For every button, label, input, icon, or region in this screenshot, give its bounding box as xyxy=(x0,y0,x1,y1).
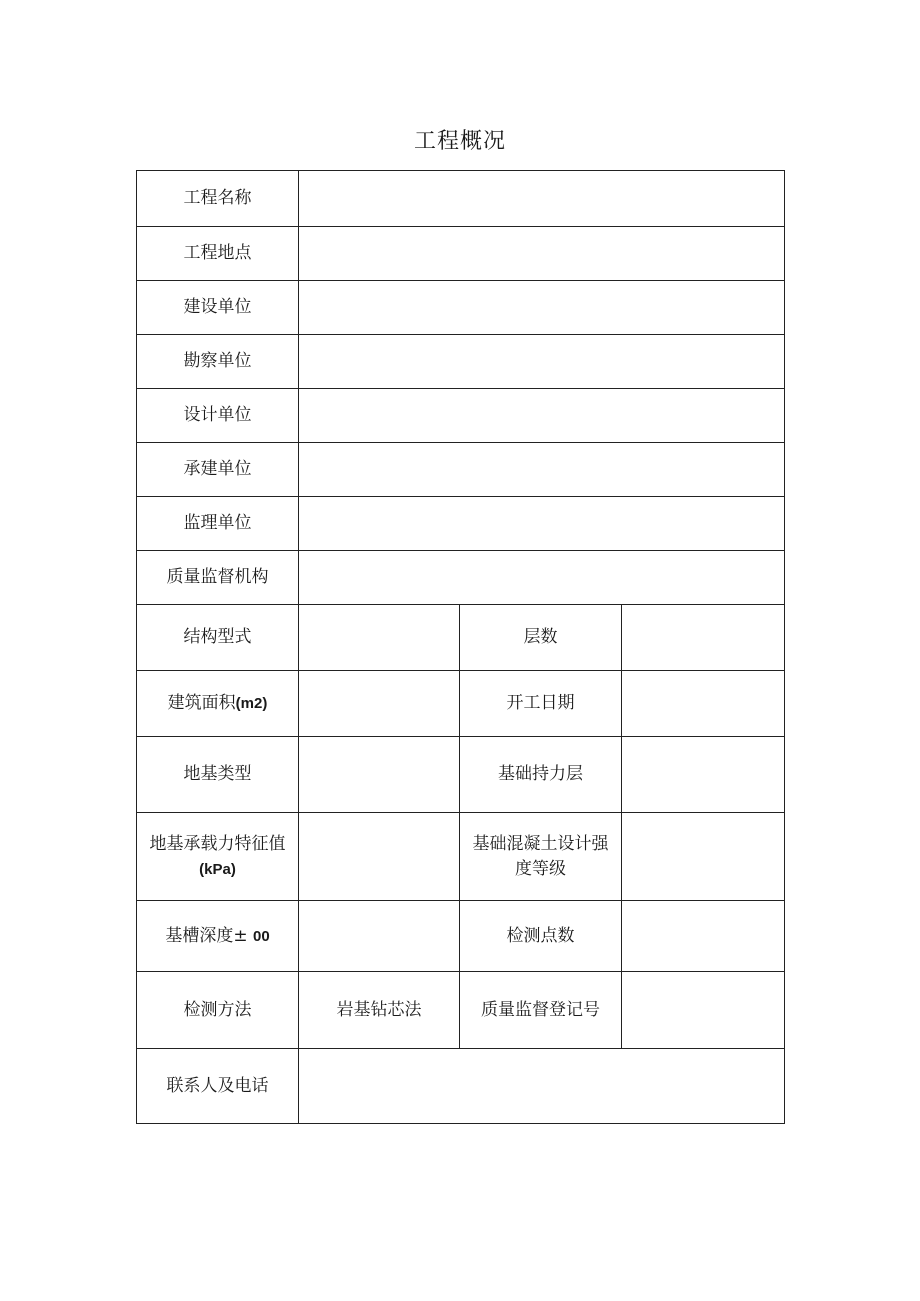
project-location-label: 工程地点 xyxy=(137,227,299,281)
trench-depth-value xyxy=(299,901,460,972)
table-row xyxy=(137,972,785,1049)
table-row xyxy=(137,281,785,335)
bearing-capacity-value xyxy=(299,813,460,901)
bearing-capacity-label xyxy=(137,813,299,901)
table-row xyxy=(137,443,785,497)
table-row xyxy=(137,497,785,551)
table-row xyxy=(137,737,785,813)
bearing-capacity-label-text: 地基承载力特征值 xyxy=(149,833,286,854)
trench-depth-label-text: 基槽深度± xyxy=(165,925,248,946)
concrete-grade-label xyxy=(460,813,622,901)
concrete-grade-value xyxy=(622,813,785,901)
foundation-type-label: 地基类型 xyxy=(137,737,299,813)
document-title: 工程概况 xyxy=(413,129,506,154)
table-row xyxy=(137,227,785,281)
floors-value xyxy=(622,605,785,671)
table-row xyxy=(137,671,785,737)
building-area-value xyxy=(299,671,460,737)
concrete-grade-label-line1: 基础混凝土设计强 xyxy=(472,833,609,854)
table-row xyxy=(137,171,785,227)
building-area-label-text: 建筑面积 xyxy=(167,693,236,713)
contact-label: 联系人及电话 xyxy=(137,1049,299,1124)
structure-type-label: 结构型式 xyxy=(137,605,299,671)
contact-value xyxy=(299,1049,785,1124)
contractor-unit-label: 承建单位 xyxy=(137,443,299,497)
project-name-label: 工程名称 xyxy=(137,171,299,227)
building-area-label xyxy=(137,671,299,737)
construction-unit-label: 建设单位 xyxy=(137,281,299,335)
quality-supervision-agency-value xyxy=(299,551,785,605)
bearing-layer-label: 基础持力层 xyxy=(460,737,622,813)
table-row xyxy=(137,605,785,671)
test-points-value xyxy=(622,901,785,972)
test-points-label: 检测点数 xyxy=(460,901,622,972)
bearing-layer-value xyxy=(622,737,785,813)
project-location-value xyxy=(299,227,785,281)
supervision-reg-no-value xyxy=(622,972,785,1049)
contractor-unit-value xyxy=(299,443,785,497)
survey-unit-value xyxy=(299,335,785,389)
project-overview-table xyxy=(136,170,785,1124)
supervision-unit-value xyxy=(299,497,785,551)
test-method-label: 检测方法 xyxy=(137,972,299,1049)
design-unit-label: 设计单位 xyxy=(137,389,299,443)
trench-depth-label xyxy=(137,901,299,972)
structure-type-value xyxy=(299,605,460,671)
building-area-unit: (m2) xyxy=(235,695,268,712)
construction-unit-value xyxy=(299,281,785,335)
concrete-grade-label-line2: 度等级 xyxy=(515,858,566,879)
table-row xyxy=(137,901,785,972)
project-name-value xyxy=(299,171,785,227)
trench-depth-unit: 00 xyxy=(252,927,270,945)
table-row xyxy=(137,335,785,389)
design-unit-value xyxy=(299,389,785,443)
table-row xyxy=(137,551,785,605)
table-row xyxy=(137,1049,785,1124)
test-method-value: 岩基钻芯法 xyxy=(299,972,460,1049)
survey-unit-label: 勘察单位 xyxy=(137,335,299,389)
supervision-unit-label: 监理单位 xyxy=(137,497,299,551)
quality-supervision-agency-label: 质量监督机构 xyxy=(137,551,299,605)
bearing-capacity-unit: (kPa) xyxy=(199,860,236,878)
start-date-value xyxy=(622,671,785,737)
foundation-type-value xyxy=(299,737,460,813)
supervision-reg-no-label: 质量监督登记号 xyxy=(460,972,622,1049)
floors-label: 层数 xyxy=(460,605,622,671)
table-row xyxy=(137,389,785,443)
start-date-label: 开工日期 xyxy=(460,671,622,737)
table-row xyxy=(137,813,785,901)
